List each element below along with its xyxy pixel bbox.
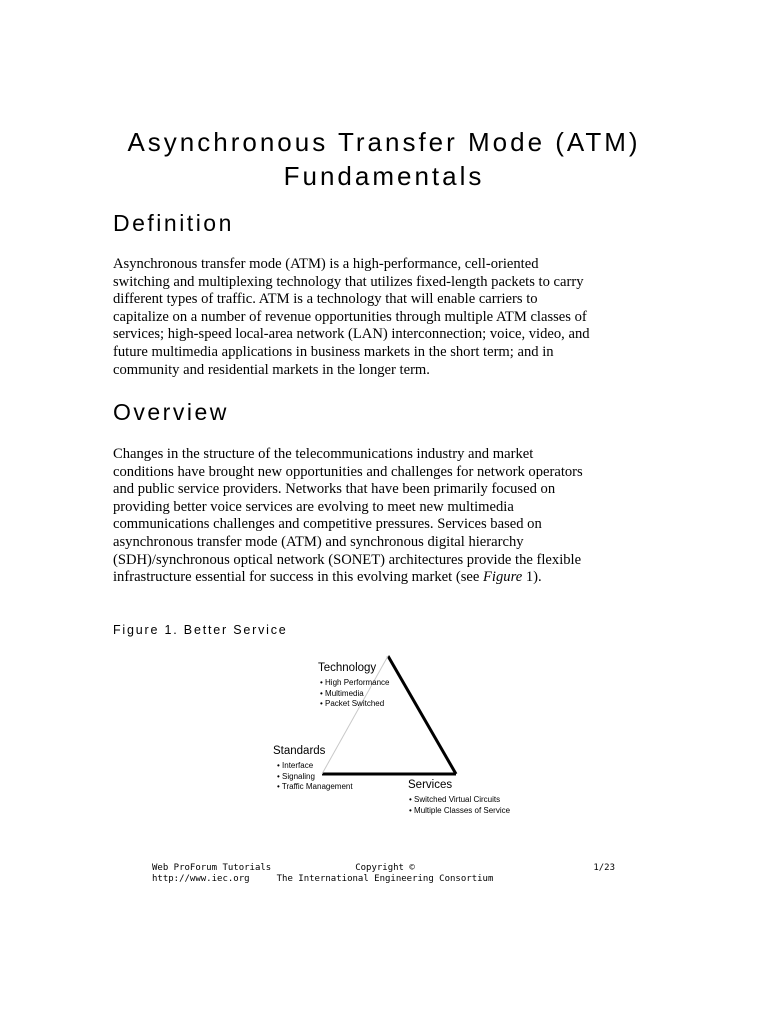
list-item: • High Performance <box>320 678 390 687</box>
footer-center <box>260 863 510 885</box>
technology-list <box>320 678 390 710</box>
document-title <box>60 125 708 193</box>
paragraph-line: capitalize on a number of revenue opportunities through multiple ATM classes of <box>113 308 587 325</box>
list-item: • Multiple Classes of Service <box>409 805 511 815</box>
figure-1-diagram <box>270 652 540 822</box>
title-line-1: Asynchronous Transfer Mode (ATM) <box>127 127 641 157</box>
paragraph-line: communications challenges and competitive pressures. Services based on <box>113 516 542 533</box>
list-item: • Interface <box>277 761 314 770</box>
paragraph-line: conditions have brought new opportunities and challenges for network operators <box>113 463 583 480</box>
list-item: • Switched Virtual Circuits <box>409 795 501 804</box>
paragraph-line: services; high-speed local-area network (LAN) interconnection; voice, video, and <box>113 326 590 343</box>
list-item: • Traffic Management <box>277 782 353 791</box>
list-item: • Packet Switched <box>320 699 385 708</box>
footer-url-link[interactable]: http://www.iec.org <box>152 874 250 884</box>
footer-copyright: Copyright © <box>355 863 415 873</box>
paragraph-line: switching and multiplexing technology that utilizes fixed-length packets to carry <box>113 273 584 290</box>
page-number: 1/23 <box>593 863 615 873</box>
technology-heading: Technology <box>318 662 377 674</box>
overview-paragraph <box>113 446 593 587</box>
paragraph-line: (SDH)/synchronous optical network (SONET) architectures provide the flexible <box>113 551 582 568</box>
list-item: • Signaling <box>277 771 315 781</box>
footer-organization: The International Engineering Consortium <box>276 874 494 884</box>
paragraph-line: community and residential markets in the longer term. <box>113 361 430 378</box>
definition-heading: Definition <box>113 210 234 236</box>
footer-left <box>152 863 271 885</box>
paragraph-line: Asynchronous transfer mode (ATM) is a high-performance, cell-oriented <box>113 256 539 272</box>
figure-reference-link[interactable]: Figure <box>483 569 523 586</box>
paragraph-text: 1). <box>522 569 542 586</box>
services-heading: Services <box>408 779 453 791</box>
standards-heading: Standards <box>273 745 326 757</box>
paragraph-text: infrastructure essential for success in this evolving market (see <box>113 569 483 586</box>
standards-list <box>277 761 353 793</box>
overview-heading: Overview <box>113 399 229 425</box>
paragraph-line: providing better voice services are evolving to meet new multimedia <box>113 498 514 515</box>
paragraph-line: asynchronous transfer mode (ATM) and synchronous digital hierarchy <box>113 533 524 550</box>
services-list <box>409 795 510 816</box>
footer-publisher: Web ProForum Tutorials <box>152 863 272 873</box>
definition-paragraph <box>113 256 593 379</box>
paragraph-line: different types of traffic. ATM is a technology that will enable carriers to <box>113 291 538 308</box>
list-item: • Multimedia <box>320 688 364 698</box>
figure-caption: Figure 1. Better Service <box>113 623 288 637</box>
triangle-right-edge <box>388 656 456 774</box>
paragraph-line: and public service providers. Networks that have been primarily focused on <box>113 481 556 498</box>
paragraph-line <box>113 569 593 587</box>
title-line-2: Fundamentals <box>283 161 485 191</box>
paragraph-line: Changes in the structure of the telecommunications industry and market <box>113 446 534 462</box>
paragraph-line: future multimedia applications in business markets in the short term; and in <box>113 343 554 360</box>
